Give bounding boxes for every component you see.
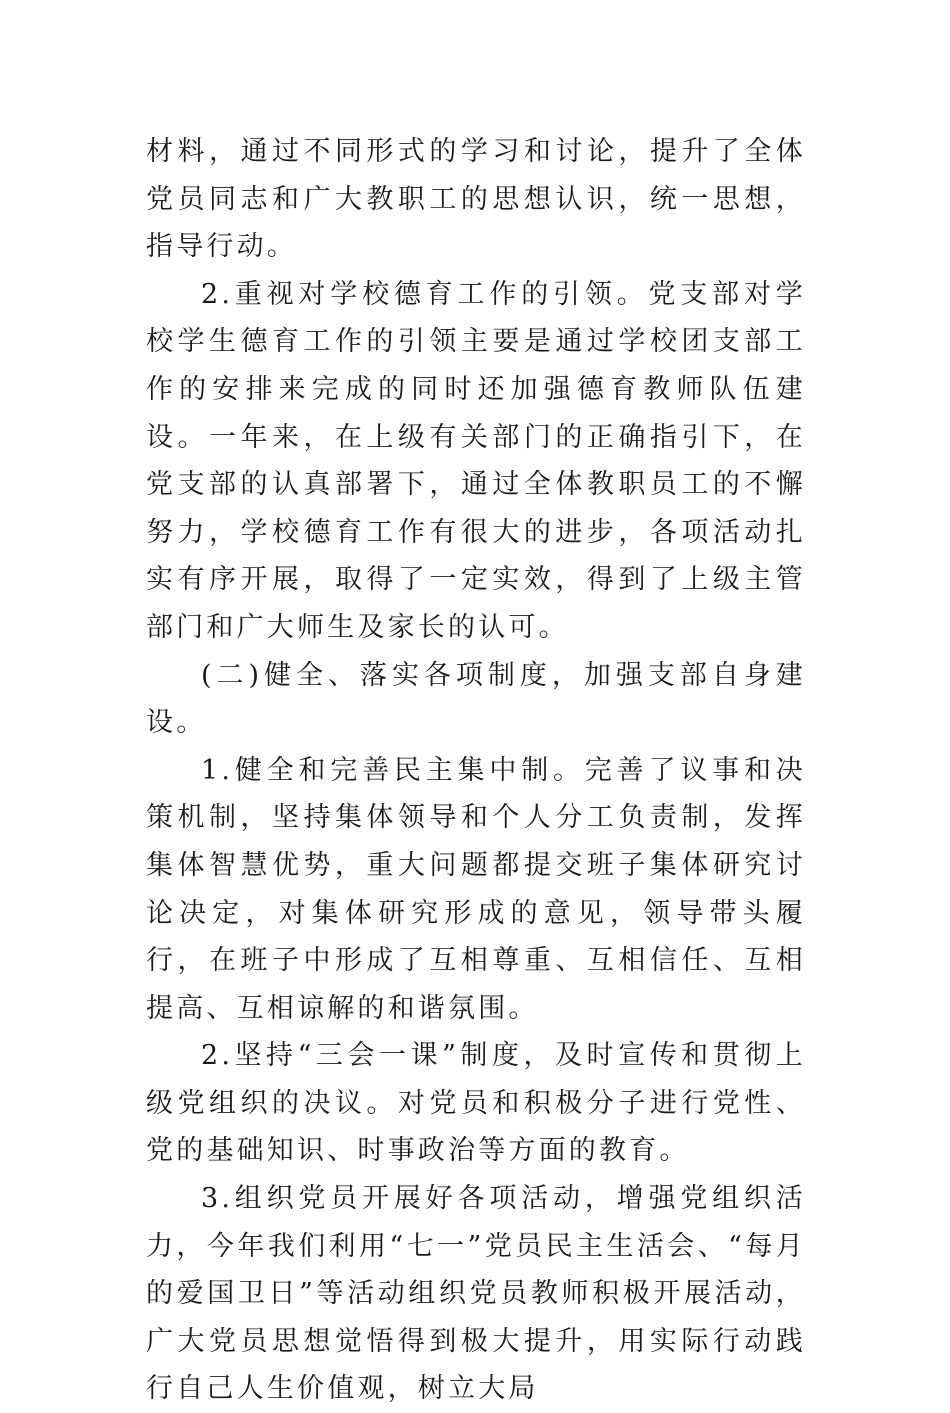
paragraph: 3.组织党员开展好各项活动，增强党组织活力，今年我们利用“七一”党员民主生活会、“每月的爱国卫日”等活动组织党员教师积极开展活动，广大党员思想觉悟得到极大提升，用实际行动践行自己人生价值观，树立大局 xyxy=(146,1183,806,1405)
paragraph: 材料，通过不同形式的学习和讨论，提升了全体党员同志和广大教职工的思想认识，统一思想，指导行动。 xyxy=(146,136,806,263)
paragraph: 1.健全和完善民主集中制。完善了议事和决策机制，坚持集体领导和个人分工负责制，发挥集体智慧优势，重大问题都提交班子集体研究讨论决定，对集体研究形成的意见，领导带头履行，在班子中形成了互相尊重、互相信任、互相提高、互相谅解的和谐氛围。 xyxy=(146,754,806,1024)
paragraph: 2.坚持“三会一课”制度，及时宣传和贯彻上级党组织的决议。对党员和积极分子进行党性、党的基础知识、时事政治等方面的教育。 xyxy=(146,1040,806,1167)
paragraph: 2.重视对学校德育工作的引领。党支部对学校学生德育工作的引领主要是通过学校团支部工作的安排来完成的同时还加强德育教师队伍建设。一年来，在上级有关部门的正确指引下，在党支部的认真部署下，通过全体教职员工的不懈努力，学校德育工作有很大的进步，各项活动扎实有序开展，取得了一定实效，得到了上级主管部门和广大师生及家长的认可。 xyxy=(146,278,806,643)
section-heading: (二)健全、落实各项制度，加强支部自身建设。 xyxy=(146,659,806,739)
document-body xyxy=(146,128,806,1413)
